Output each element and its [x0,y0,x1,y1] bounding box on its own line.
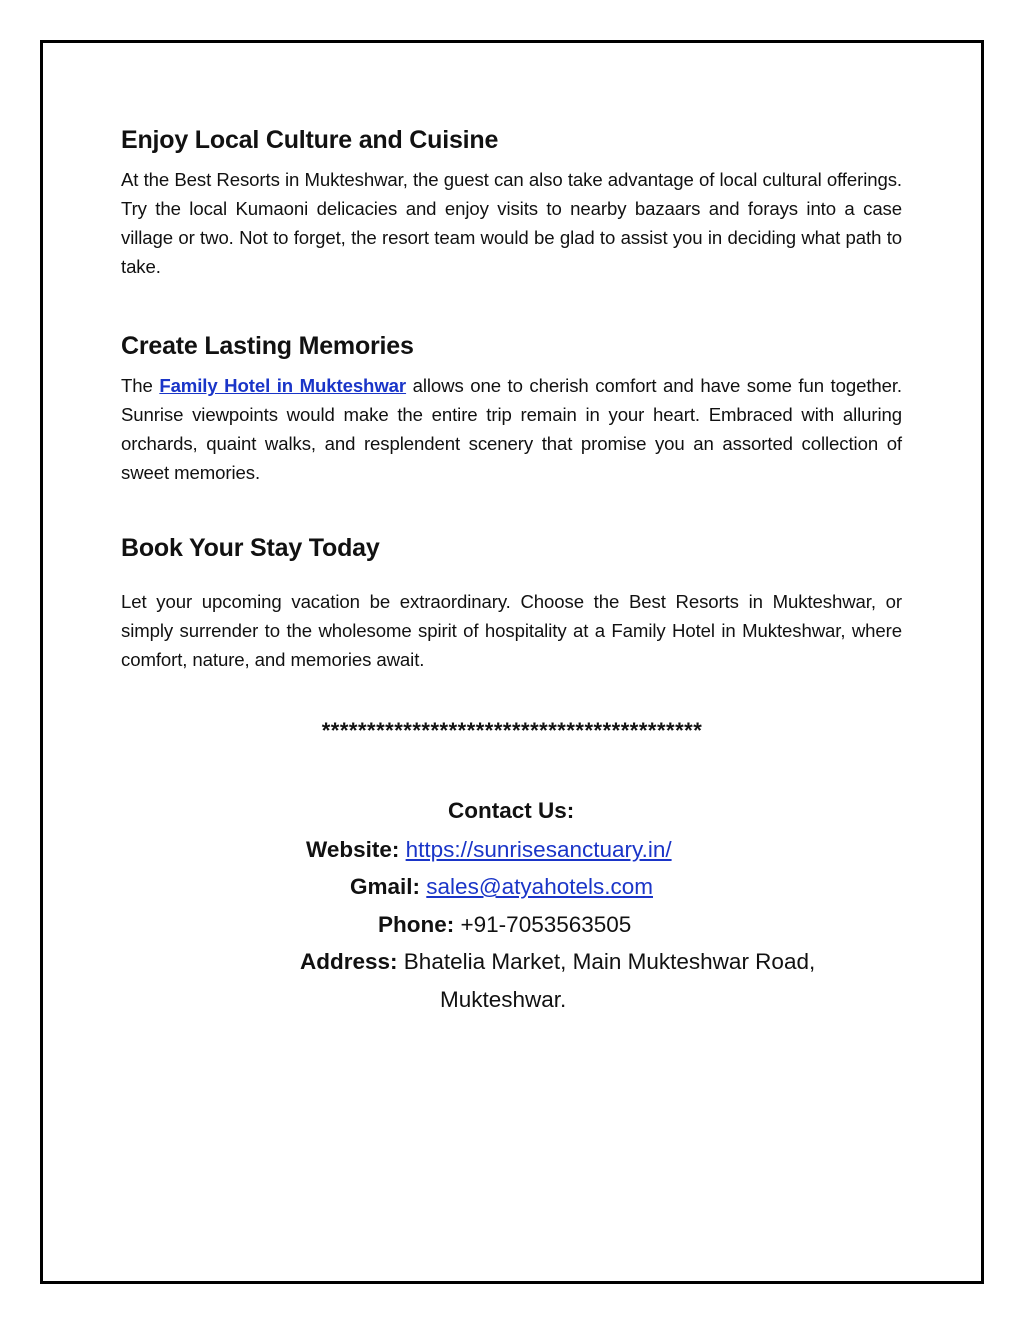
contact-website [306,835,672,865]
family-hotel-link[interactable]: Family Hotel in Mukteshwar [159,375,407,396]
memories-body-suffix: allows one to cherish comfort and have some fun together. Sunrise viewpoints would make the entire trip remain in your heart. Embraced with alluring orchards, quaint walks, and resplendent scenery that promise you an assorted collection of sweet memories. [121,375,902,483]
section-heading-book: Book Your Stay Today [121,534,380,562]
website-label: Website: [306,837,400,862]
gmail-link[interactable]: sales@atyahotels.com [426,874,653,899]
gmail-label: Gmail: [350,874,421,899]
contact-address-line2 [440,985,566,1015]
phone-value: +91-7053563505 [460,912,632,937]
website-link[interactable]: https://sunrisesanctuary.in/ [405,837,672,862]
address-label: Address: [300,949,398,974]
section-body-memories [121,371,902,487]
contact-gmail [350,872,653,902]
contact-address [300,947,815,977]
contact-title-text: Contact Us: [448,798,575,823]
contact-title [448,796,574,826]
section-heading-culture: Enjoy Local Culture and Cuisine [121,126,499,154]
section-heading-memories: Create Lasting Memories [121,332,414,360]
address-line1: Bhatelia Market, Main Mukteshwar Road, [403,949,816,974]
address-line2: Mukteshwar. [440,987,567,1012]
contact-phone [378,910,631,940]
phone-label: Phone: [378,912,455,937]
section-body-culture: At the Best Resorts in Mukteshwar, the guest can also take advantage of local cultural offerings. Try the local Kumaoni delicacies and enjoy visits to nearby bazaars and forays into a case village or two. Not to forget, the resort team would be glad to assist you in deciding what path to take. [121,169,902,277]
section-body-book: Let your upcoming vacation be extraordinary. Choose the Best Resorts in Mukteshwar, or simply surrender to the wholesome spirit of hospitality at a Family Hotel in Mukteshwar, where comfort, nature, and memories await. [121,591,902,670]
memories-body-prefix: The [121,375,160,396]
asterisk-separator: ****************************************** [321,718,703,743]
